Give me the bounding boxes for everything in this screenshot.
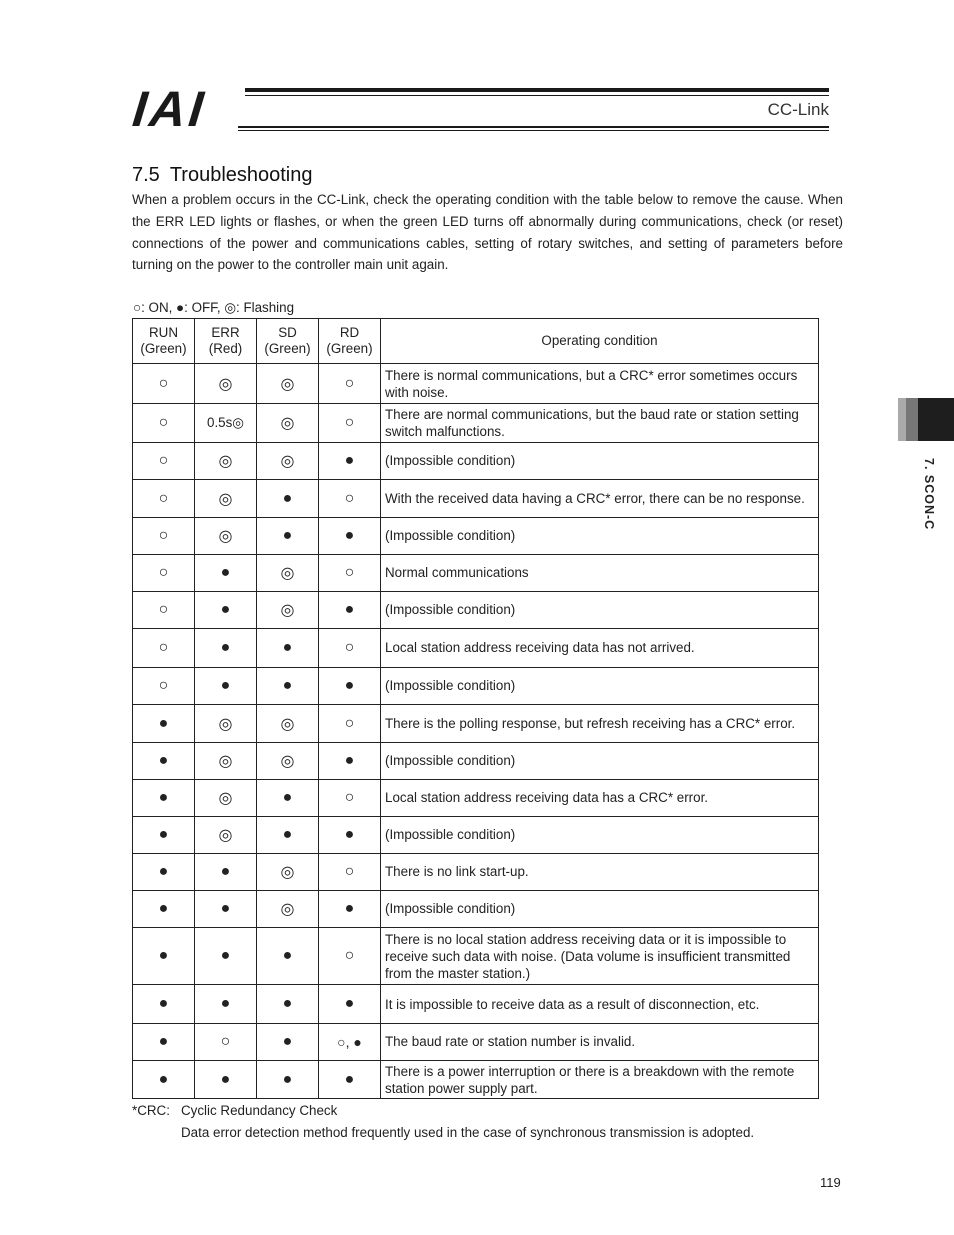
led-err-cell: ●	[195, 668, 257, 705]
side-tab-label: 7. SCON-C	[922, 458, 936, 531]
led-sd-cell: ◎	[257, 404, 319, 443]
led-rd-cell: ●	[319, 985, 381, 1024]
led-err-cell: ◎	[195, 364, 257, 404]
table-row	[133, 705, 819, 743]
section-title	[132, 164, 313, 187]
led-sd-cell: ●	[257, 780, 319, 817]
led-sd-cell: ◎	[257, 705, 319, 743]
condition-cell: (Impossible condition)	[381, 891, 819, 928]
table-row	[133, 743, 819, 780]
led-sd-cell: ●	[257, 629, 319, 668]
led-err-cell: ●	[195, 928, 257, 985]
condition-cell: Local station address receiving data has a CRC* error.	[381, 780, 819, 817]
table-row	[133, 928, 819, 985]
condition-cell: (Impossible condition)	[381, 518, 819, 555]
troubleshooting-table	[132, 318, 819, 1099]
header-rd: RD (Green)	[319, 319, 381, 364]
led-run-cell: ●	[133, 985, 195, 1024]
condition-cell: (Impossible condition)	[381, 443, 819, 480]
led-err-cell: ◎	[195, 817, 257, 854]
condition-cell: (Impossible condition)	[381, 817, 819, 854]
table-row	[133, 592, 819, 629]
table-row	[133, 891, 819, 928]
led-run-cell: ○	[133, 518, 195, 555]
footnote-description: Data error detection method frequently used in the case of synchronous transmission is adopted.	[181, 1125, 755, 1140]
header-err: ERR (Red)	[195, 319, 257, 364]
led-rd-cell: ○	[319, 705, 381, 743]
led-sd-cell: ◎	[257, 743, 319, 780]
led-sd-cell: ●	[257, 985, 319, 1024]
led-sd-cell: ●	[257, 1061, 319, 1099]
led-run-cell: ●	[133, 1024, 195, 1061]
led-run-cell: ●	[133, 854, 195, 891]
condition-cell: Local station address receiving data has not arrived.	[381, 629, 819, 668]
side-tab-light	[898, 398, 906, 441]
led-run-cell: ●	[133, 891, 195, 928]
led-sd-cell: ◎	[257, 854, 319, 891]
table-row	[133, 817, 819, 854]
footnote-term: Cyclic Redundancy Check	[181, 1103, 338, 1118]
led-run-cell: ○	[133, 668, 195, 705]
header-rule	[245, 88, 829, 92]
led-err-cell: 0.5s◎	[195, 404, 257, 443]
condition-cell: There is normal communications, but a CRC* error sometimes occurs with noise.	[381, 364, 819, 404]
condition-cell: It is impossible to receive data as a result of disconnection, etc.	[381, 985, 819, 1024]
condition-cell: (Impossible condition)	[381, 668, 819, 705]
led-run-cell: ●	[133, 928, 195, 985]
led-rd-cell: ●	[319, 743, 381, 780]
condition-cell: (Impossible condition)	[381, 592, 819, 629]
led-run-cell: ○	[133, 555, 195, 592]
led-err-cell: ●	[195, 555, 257, 592]
table-row	[133, 555, 819, 592]
table-row	[133, 443, 819, 480]
led-err-cell: ◎	[195, 443, 257, 480]
side-tab-mid	[906, 398, 918, 441]
iai-logo: IAI	[130, 81, 209, 137]
condition-cell: There is a power interruption or there is a breakdown with the remote station power supply part.	[381, 1061, 819, 1099]
led-err-cell: ●	[195, 592, 257, 629]
led-sd-cell: ◎	[257, 443, 319, 480]
led-rd-cell: ○	[319, 555, 381, 592]
table-row	[133, 854, 819, 891]
table-row	[133, 780, 819, 817]
header-condition: Operating condition	[381, 319, 819, 364]
led-err-cell: ◎	[195, 480, 257, 518]
section-number: 7.5	[132, 164, 160, 186]
led-rd-cell: ●	[319, 817, 381, 854]
led-rd-cell: ●	[319, 518, 381, 555]
table-row	[133, 1024, 819, 1061]
led-err-cell: ◎	[195, 705, 257, 743]
table-row	[133, 364, 819, 404]
condition-cell: Normal communications	[381, 555, 819, 592]
led-rd-cell: ○	[319, 854, 381, 891]
led-sd-cell: ●	[257, 480, 319, 518]
led-legend: ○: ON, ●: OFF, ◎: Flashing	[133, 300, 295, 315]
table-row	[133, 629, 819, 668]
led-rd-cell: ○	[319, 404, 381, 443]
led-rd-cell: ○, ●	[319, 1024, 381, 1061]
led-rd-cell: ○	[319, 780, 381, 817]
led-run-cell: ●	[133, 817, 195, 854]
header-run: RUN (Green)	[133, 319, 195, 364]
condition-cell: There are normal communications, but the baud rate or station setting switch malfunctions.	[381, 404, 819, 443]
table-row	[133, 404, 819, 443]
table-row	[133, 985, 819, 1024]
led-sd-cell: ●	[257, 817, 319, 854]
led-err-cell: ◎	[195, 780, 257, 817]
condition-cell: The baud rate or station number is invalid.	[381, 1024, 819, 1061]
table-row	[133, 480, 819, 518]
led-run-cell: ●	[133, 780, 195, 817]
page-number: 119	[820, 1175, 841, 1190]
led-err-cell: ●	[195, 854, 257, 891]
led-run-cell: ●	[133, 1061, 195, 1099]
footnote-crc	[132, 1103, 337, 1118]
led-run-cell: ○	[133, 629, 195, 668]
led-sd-cell: ◎	[257, 592, 319, 629]
table-row	[133, 518, 819, 555]
table-row	[133, 668, 819, 705]
condition-cell: There is no local station address receiving data or it is impossible to receive such data with noise. (Data volume is insufficient transmitted from the master station.)	[381, 928, 819, 985]
led-rd-cell: ○	[319, 364, 381, 404]
led-err-cell: ●	[195, 891, 257, 928]
header-sd: SD (Green)	[257, 319, 319, 364]
led-err-cell: ●	[195, 985, 257, 1024]
led-run-cell: ○	[133, 592, 195, 629]
led-rd-cell: ●	[319, 592, 381, 629]
header-rule-bottom-thin	[238, 130, 829, 131]
led-rd-cell: ○	[319, 928, 381, 985]
led-sd-cell: ●	[257, 518, 319, 555]
footnote-label: *CRC:	[132, 1103, 170, 1118]
led-sd-cell: ●	[257, 928, 319, 985]
led-run-cell: ○	[133, 364, 195, 404]
condition-cell: There is no link start-up.	[381, 854, 819, 891]
led-sd-cell: ●	[257, 668, 319, 705]
condition-cell: There is the polling response, but refresh receiving has a CRC* error.	[381, 705, 819, 743]
led-run-cell: ●	[133, 705, 195, 743]
led-rd-cell: ●	[319, 443, 381, 480]
led-run-cell: ○	[133, 443, 195, 480]
header-rule-bottom	[238, 126, 829, 128]
intro-paragraph: When a problem occurs in the CC-Link, check the operating condition with the table below to remove the cause. When the ERR LED lights or flashes, or when the green LED turns off abnormally during communications, check (or reset) connections of the power and communications cables, setting of rotary switches, and setting of parameters before turning on the power to the controller main unit again.	[132, 192, 843, 273]
section-title-text: Troubleshooting	[169, 164, 313, 186]
table-header-row	[133, 319, 819, 364]
condition-cell: (Impossible condition)	[381, 743, 819, 780]
side-tab-dark	[918, 398, 954, 441]
led-run-cell: ○	[133, 480, 195, 518]
led-err-cell: ◎	[195, 743, 257, 780]
led-err-cell: ◎	[195, 518, 257, 555]
led-rd-cell: ○	[319, 480, 381, 518]
led-sd-cell: ◎	[257, 364, 319, 404]
led-sd-cell: ◎	[257, 891, 319, 928]
led-run-cell: ○	[133, 404, 195, 443]
table-body	[133, 364, 819, 1099]
condition-cell: With the received data having a CRC* error, there can be no response.	[381, 480, 819, 518]
table-row	[133, 1061, 819, 1099]
led-rd-cell: ○	[319, 629, 381, 668]
header-rule-thin	[245, 95, 829, 96]
led-err-cell: ●	[195, 629, 257, 668]
led-rd-cell: ●	[319, 1061, 381, 1099]
led-sd-cell: ●	[257, 1024, 319, 1061]
led-rd-cell: ●	[319, 668, 381, 705]
header-section-name: CC-Link	[767, 100, 829, 119]
led-err-cell: ●	[195, 1061, 257, 1099]
led-sd-cell: ◎	[257, 555, 319, 592]
led-err-cell: ○	[195, 1024, 257, 1061]
led-rd-cell: ●	[319, 891, 381, 928]
led-run-cell: ●	[133, 743, 195, 780]
